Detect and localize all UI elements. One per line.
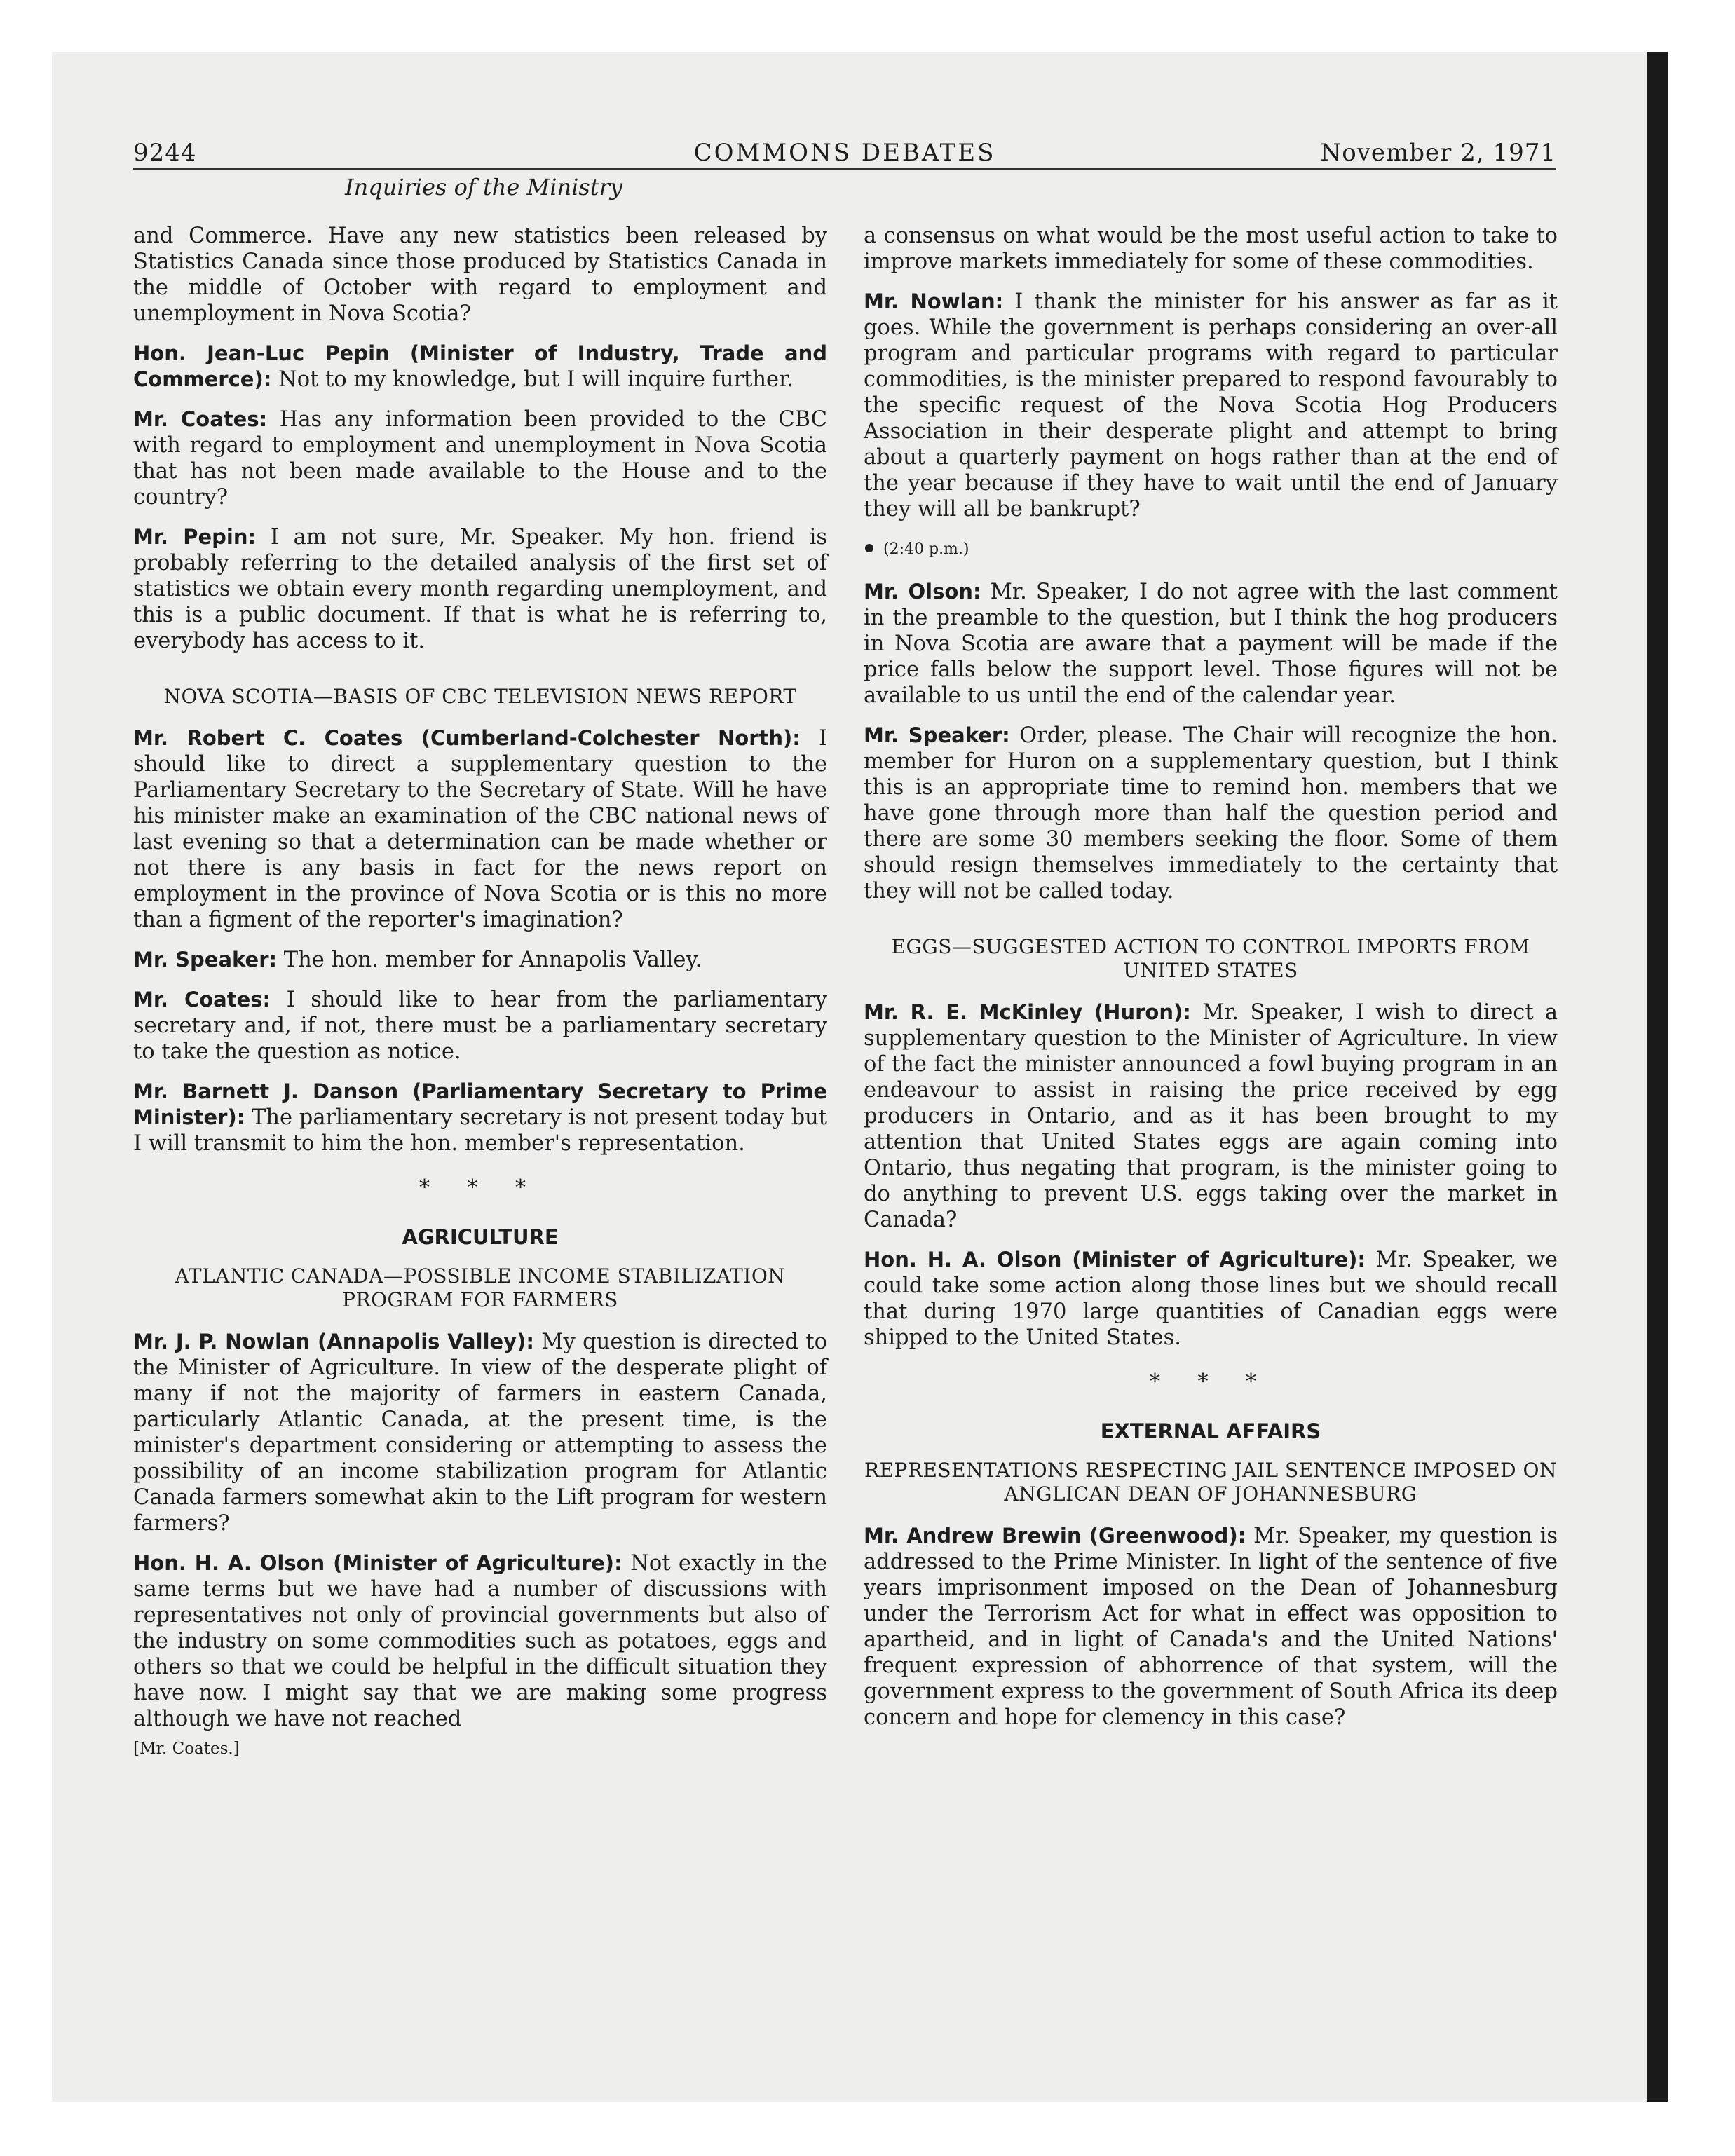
paragraph: Mr. Nowlan: I thank the minister for his answer as far as it goes. While the government is perhaps considering an over-all program and particular programs with regard to particular commodities, is the minister prepared to respond favourably to the specific request of the Nova Scotia Hog Producers Association in their desperate plight and attempt to bring about a quarterly payment on hogs rather than at the end of the year because if they have to wait until the end of January they will all be bankrupt? (864, 289, 1558, 521)
paragraph: and Commerce. Have any new statistics been released by Statistics Canada since those produced by Statistics Canada in the middle of October with regard to employment and unemployment in Nova Scotia? (133, 224, 827, 326)
section-heading: NOVA SCOTIA—BASIS OF CBC TELEVISION NEWS REPORT (163, 685, 797, 708)
section-separator: * * * (419, 1175, 542, 1200)
left-column (133, 223, 827, 1762)
paragraph: Mr. Barnett J. Danson (Parliamentary Secretary to Prime Minister): The parliamentary secretary is not present today but I will transmit to him the hon. member's representation. (133, 1079, 827, 1156)
paragraph: Mr. R. E. McKinley (Huron): Mr. Speaker, I wish to direct a supplementary question to the Minister of Agriculture. In view of the fact the minister announced a fowl buying program in an endeavour to assist in raising the price received by egg producers in Ontario, and as it has been brought to my attention that United States eggs are again coming into Ontario, thus negating that program, is the minister going to do anything to prevent U.S. eggs taking over the market in Canada? (864, 1000, 1558, 1232)
bullet-icon (865, 544, 873, 552)
publication-title: COMMONS DEBATES (693, 139, 996, 167)
speaker-name: Mr. Speaker: (864, 723, 1010, 747)
right-column (864, 223, 1558, 1745)
section-heading: EGGS—SUGGESTED ACTION TO CONTROL IMPORTS FROM UNITED STATES (891, 935, 1530, 982)
speaker-name: Mr. Andrew Brewin (Greenwood): (864, 1524, 1246, 1548)
paragraph: Mr. Pepin: I am not sure, Mr. Speaker. My hon. friend is probably referring to the detailed analysis of the first set of statistics we obtain every month regarding unemployment, and this is a public document. If that is what he is referring to, everybody has access to it. (133, 525, 827, 653)
speaker-name: Mr. Nowlan: (864, 289, 1004, 313)
page-date: November 2, 1971 (1320, 139, 1556, 167)
paragraph: Mr. Speaker: The hon. member for Annapolis Valley. (133, 948, 702, 972)
speaker-name: Mr. Barnett J. Danson (Parliamentary Secretary to Prime Minister): (133, 1079, 827, 1129)
section-heading: ATLANTIC CANADA—POSSIBLE INCOME STABILIZATION PROGRAM FOR FARMERS (175, 1264, 786, 1311)
speaker-name: Mr. Robert C. Coates (Cumberland-Colchester North): (133, 726, 801, 750)
paragraph: Mr. J. P. Nowlan (Annapolis Valley): My question is directed to the Minister of Agriculture. In view of the desperate plight of many if not the majority of farmers in eastern Canada, particularly Atlantic Canada, at the present time, is the minister's department considering or attempting to assess the possibility of an income stabilization program for Atlantic Canada farmers somewhat akin to the Lift program for western farmers? (133, 1330, 828, 1536)
running-subheader: Inquiries of the Ministry (345, 174, 622, 200)
speaker-name: Mr. R. E. McKinley (Huron): (864, 1000, 1191, 1024)
section-separator: * * * (1149, 1370, 1272, 1394)
section-heading: REPRESENTATIONS RESPECTING JAIL SENTENCE IMPOSED ON ANGLICAN DEAN OF JOHANNESBURG (864, 1459, 1557, 1506)
page-number: 9244 (133, 139, 197, 167)
speaker-name: Hon. H. A. Olson (Minister of Agriculture): (864, 1248, 1366, 1271)
speaker-name: Mr. Coates: (133, 988, 271, 1011)
speaker-name: Mr. J. P. Nowlan (Annapolis Valley): (133, 1330, 534, 1353)
scan-edge (1647, 52, 1668, 2102)
page-header (133, 133, 1556, 170)
timestamp: (2:40 p.m.) (864, 536, 1558, 562)
speaker-name: Mr. Coates: (133, 407, 268, 431)
speaker-name: Mr. Speaker: (133, 948, 278, 971)
speaker-name: Hon. H. A. Olson (Minister of Agriculture): (133, 1551, 622, 1575)
speaker-name: Hon. Jean-Luc Pepin (Minister of Industry, Trade and Commerce): (133, 341, 827, 391)
topic-heading: EXTERNAL AFFAIRS (1100, 1419, 1321, 1443)
paragraph: Hon. Jean-Luc Pepin (Minister of Industry, Trade and Commerce): Not to my knowledge, but I will inquire further. (133, 341, 827, 392)
paragraph: Hon. H. A. Olson (Minister of Agriculture): Mr. Speaker, we could take some action along those lines but we should recall that during 1970 large quantities of Canadian eggs were shipped to the United States. (864, 1248, 1558, 1350)
speaker-name: Mr. Olson: (864, 580, 981, 603)
paragraph: Hon. H. A. Olson (Minister of Agriculture): Not exactly in the same terms but we have had a number of discussions with representatives not only of provincial governments but also of the industry on some commodities such as potatoes, eggs and others so that we could be helpful in the difficult situation they have now. I might say that we are making some progress although we have not reached (133, 1551, 827, 1731)
paragraph: Mr. Speaker: Order, please. The Chair will recognize the hon. member for Huron on a supplementary question, but I think this is an appropriate time to remind hon. members that we have gone through more than half the question period and there are some 30 members seeking the floor. Some of them should resign themselves immediately to the certainty that they will not be called today. (864, 723, 1558, 903)
paragraph: a consensus on what would be the most useful action to take to improve markets immediately for some of these commodities. (864, 224, 1558, 274)
paragraph: Mr. Robert C. Coates (Cumberland-Colchester North): I should like to direct a supplementary question to the Parliamentary Secretary to the Secretary of State. Will he have his minister make an examination of the CBC national news of last evening so that a determination can be made whether or not there is any basis in fact for the news report on employment in the province of Nova Scotia or is this no more than a figment of the reporter's imagination? (133, 726, 827, 932)
paragraph: Mr. Andrew Brewin (Greenwood): Mr. Speaker, my question is addressed to the Prime Minister. In light of the sentence of five years imprisonment imposed on the Dean of Johannesburg under the Terrorism Act for what in effect was opposition to apartheid, and in light of Canada's and the United Nations' frequent expression of abhorrence of that system, will the government express to the government of South Africa its deep concern and hope for clemency in this case? (864, 1524, 1558, 1730)
paragraph: Mr. Olson: Mr. Speaker, I do not agree with the last comment in the preamble to the question, but I think the hog producers in Nova Scotia are aware that a payment will be made if the price falls below the support level. Those figures will not be available to us until the end of the calendar year. (864, 580, 1558, 708)
footnote: [Mr. Coates.] (133, 1740, 240, 1758)
paragraph: Mr. Coates: I should like to hear from the parliamentary secretary and, if not, there must be a parliamentary secretary to take the question as notice. (133, 988, 827, 1064)
speaker-name: Mr. Pepin: (133, 525, 257, 549)
paragraph: Mr. Coates: Has any information been provided to the CBC with regard to employment and unemployment in Nova Scotia that has not been made available to the House and to the country? (133, 407, 828, 510)
topic-heading: AGRICULTURE (402, 1225, 559, 1249)
